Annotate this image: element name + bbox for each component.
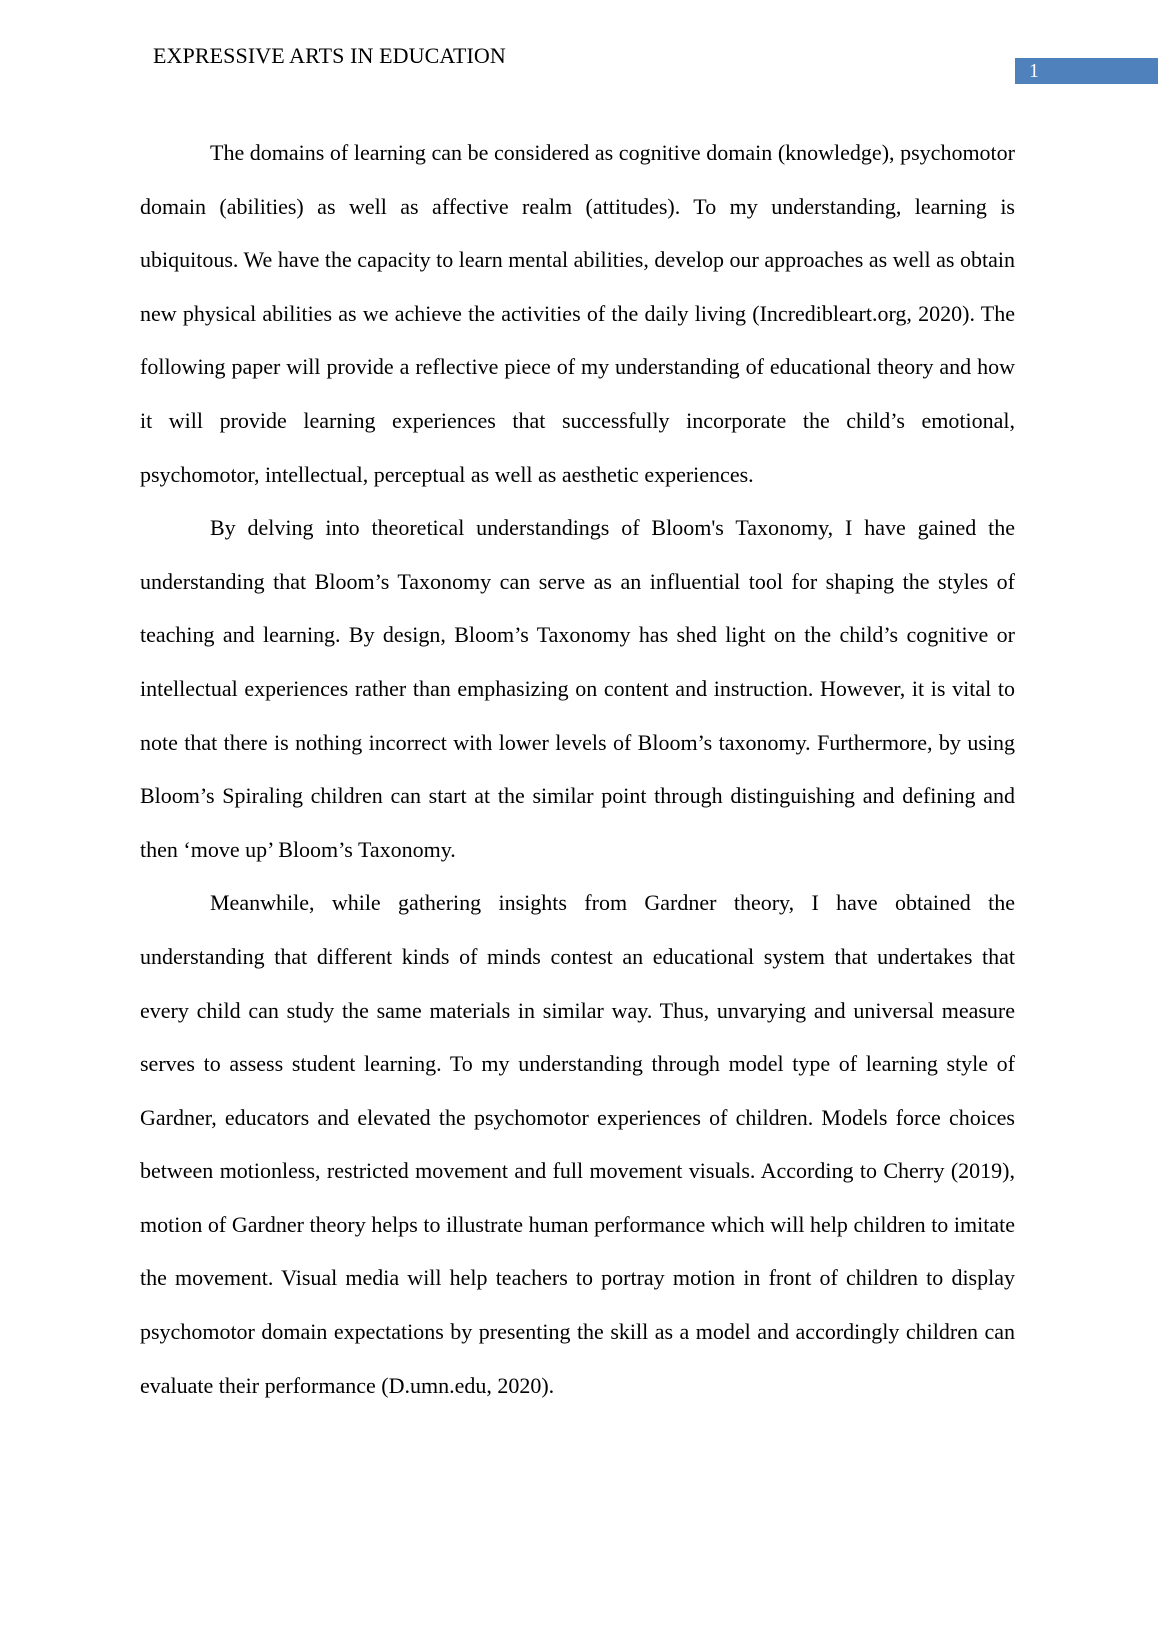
body-text (140, 126, 1015, 1412)
running-head: EXPRESSIVE ARTS IN EDUCATION (153, 43, 506, 68)
paragraph-domains-of-learning: The domains of learning can be considered as cognitive domain (knowledge), psychomotor domain (abilities) as well as affective realm (attitudes). To my understanding, learning is ubiquitous. We have the capacity to learn mental abilities, develop our approaches as well as obtain new physical abilities as we achieve the activities of the daily living (Incredibleart.org, 2020). The following paper will provide a reflective piece of my understanding of educational theory and how it will provide learning experiences that successfully incorporate the child’s emotional, psychomotor, intellectual, perceptual as well as aesthetic experiences. (140, 140, 1015, 487)
paragraph-gardner-theory: Meanwhile, while gathering insights from Gardner theory, I have obtained the understanding that different kinds of minds contest an educational system that undertakes that every child can study the same materials in similar way. Thus, unvarying and universal measure serves to assess student learning. To my understanding through model type of learning style of Gardner, educators and elevated the psychomotor experiences of children. Models force choices between motionless, restricted movement and full movement visuals. According to Cherry (2019), motion of Gardner theory helps to illustrate human performance which will help children to imitate the movement. Visual media will help teachers to portray motion in front of children to display psychomotor domain expectations by presenting the skill as a model and accordingly children can evaluate their performance (D.umn.edu, 2020). (140, 890, 1015, 1398)
paragraph-blooms-taxonomy: By delving into theoretical understandings of Bloom's Taxonomy, I have gained the understanding that Bloom’s Taxonomy can serve as an influential tool for shaping the styles of teaching and learning. By design, Bloom’s Taxonomy has shed light on the child’s cognitive or intellectual experiences rather than emphasizing on content and instruction. However, it is vital to note that there is nothing incorrect with lower levels of Bloom’s taxonomy. Furthermore, by using Bloom’s Spiraling children can start at the similar point through distinguishing and defining and then ‘move up’ Bloom’s Taxonomy. (140, 515, 1015, 862)
page-number-badge (1015, 58, 1158, 84)
page-number: 1 (1029, 60, 1039, 82)
